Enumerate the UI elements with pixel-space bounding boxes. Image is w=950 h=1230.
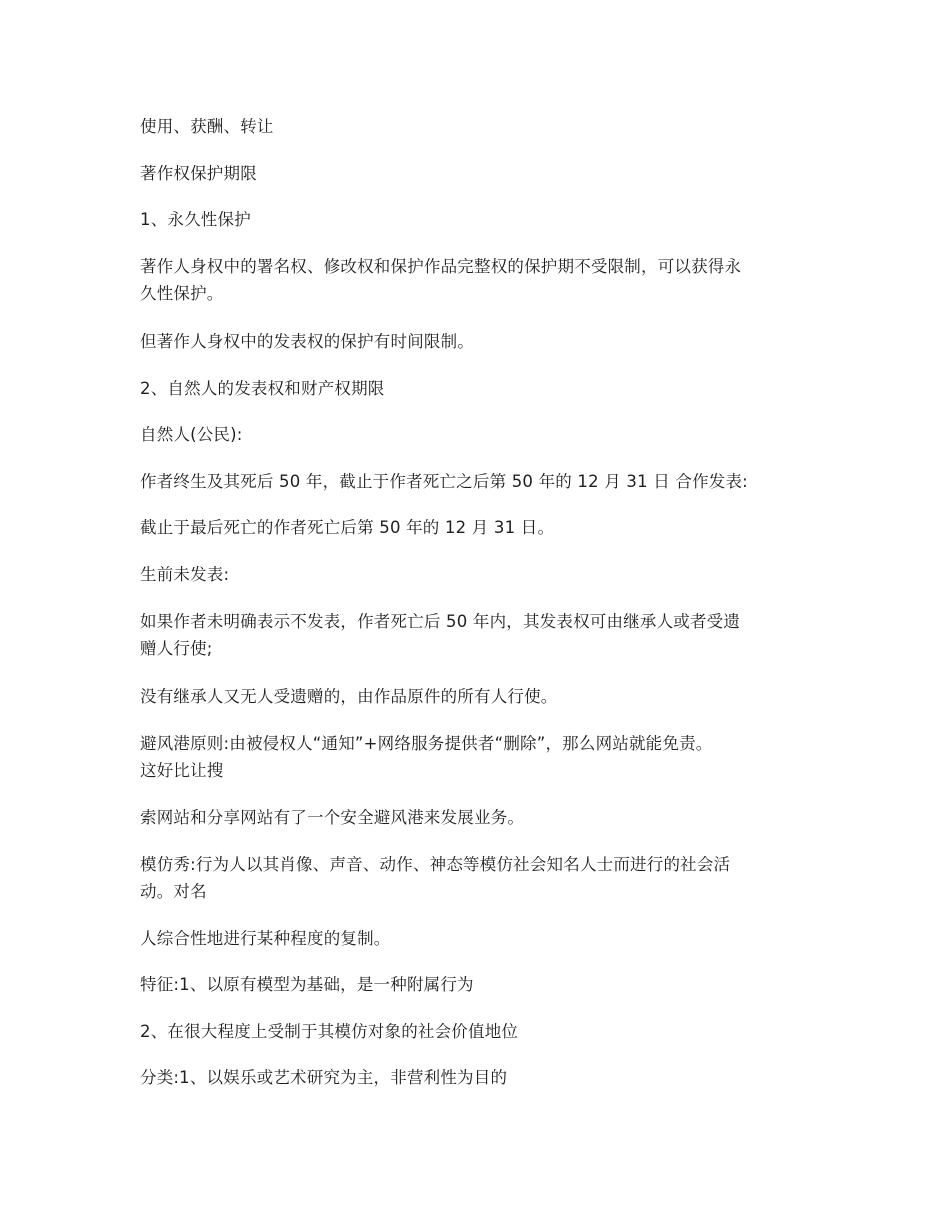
paragraph-4: 著作人身权中的署名权、修改权和保护作品完整权的保护期不受限制，可以获得永 久性保护。 (140, 257, 742, 303)
paragraph-18: 2、在很大程度上受制于其模仿对象的社会价值地位 (140, 1022, 519, 1041)
paragraph-15: 模仿秀:行为人以其肖像、声音、动作、神态等模仿社会知名人士而进行的社会活 动。对名 (140, 855, 731, 901)
paragraph-5: 但著作人身权中的发表权的保护有时间限制。 (140, 332, 474, 351)
paragraph-2: 著作权保护期限 (140, 164, 257, 183)
paragraph-19: 分类:1、以娱乐或艺术研究为主，非营利性为目的 (140, 1068, 508, 1087)
paragraph-13: 避风港原则:由被侵权人“通知”+网络服务提供者“删除”，那么网站就能免责。 这好比让搜 (140, 734, 713, 780)
paragraph-10: 生前未发表: (140, 565, 230, 584)
paragraph-12: 没有继承人又无人受遗赠的，由作品原件的所有人行使。 (140, 687, 558, 706)
paragraph-16: 人综合性地进行某种程度的复制。 (140, 929, 391, 948)
paragraph-14: 索网站和分享网站有了一个安全避风港来发展业务。 (140, 808, 525, 827)
paragraph-1: 使用、获酬、转让 (140, 117, 274, 136)
paragraph-17: 特征:1、以原有模型为基础，是一种附属行为 (140, 975, 474, 994)
paragraph-7: 自然人(公民): (140, 425, 243, 444)
paragraph-6: 2、自然人的发表权和财产权期限 (140, 379, 385, 398)
paragraph-11: 如果作者未明确表示不发表，作者死亡后 50 年内，其发表权可由继承人或者受遗 赠人行使; (140, 612, 741, 658)
paragraph-9: 截止于最后死亡的作者死亡后第 50 年的 12 月 31 日。 (140, 518, 555, 537)
paragraph-8: 作者终生及其死后 50 年，截止于作者死亡之后第 50 年的 12 月 31 日 合作发表: (140, 472, 748, 491)
paragraph-3: 1、永久性保护 (140, 210, 251, 229)
